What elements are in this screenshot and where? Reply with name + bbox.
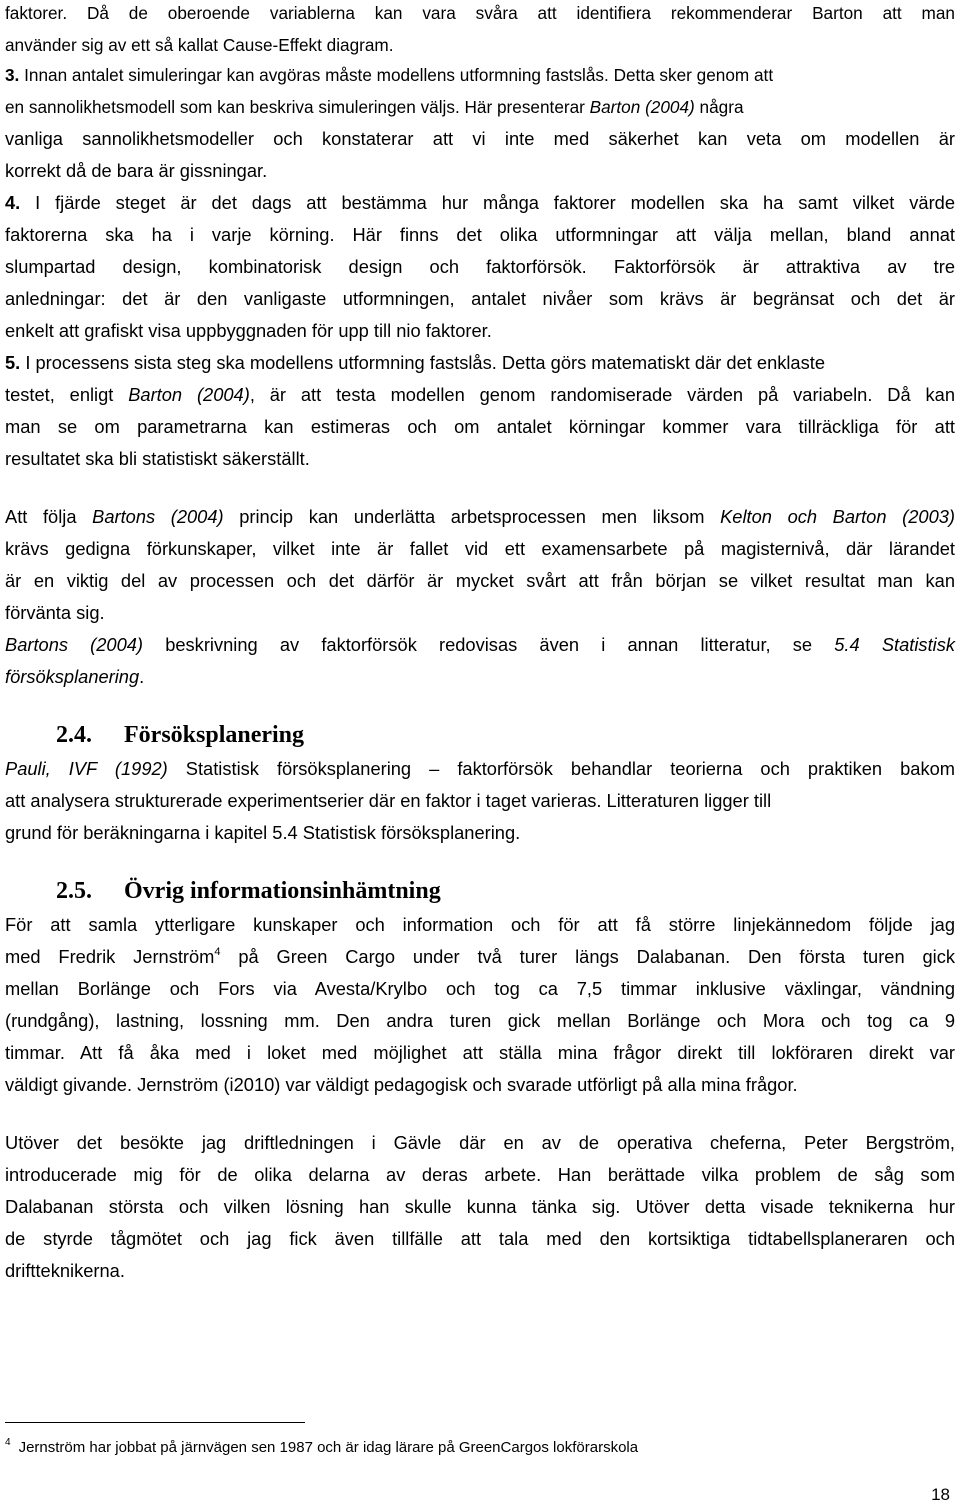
text-segment: faktorerna ska ha i varje körning. (5, 224, 353, 245)
text-line (5, 254, 955, 280)
text-line (5, 820, 955, 846)
text-line (5, 1008, 955, 1034)
text-segment: Dalabanan största och vilken lösning han skulle kunna tänka sig. Utöver detta visade teknikerna hur (5, 1196, 955, 1217)
citation: försöksplanering (5, 666, 140, 687)
text-segment: resultatet ska bli statistiskt säkerställt. (5, 448, 310, 469)
text-line (5, 1226, 955, 1252)
text-segment: Att följa (5, 506, 93, 527)
section-heading-2-5 (56, 876, 936, 906)
text-line (5, 158, 955, 184)
text-segment: några (694, 97, 744, 117)
text-line (5, 222, 955, 248)
text-line (5, 62, 955, 88)
text-segment: Utöver det besökte jag driftledningen i Gävle där en av de operativa cheferna, Peter Bergström, (5, 1132, 955, 1153)
text-segment: grund för beräkningarna i kapitel 5.4 Statistisk försöksplanering. (5, 822, 521, 843)
text-line (5, 318, 955, 344)
text-segment: väldigt givande. Jernström (i2010) var väldigt pedagogisk och svarade utförligt på alla mina frågor. (5, 1074, 798, 1095)
text-segment: slumpartad design, kombinatorisk design och faktorförsök. Faktorförsök är attraktiva av tre (5, 256, 955, 277)
list-number: 3. (5, 65, 20, 85)
text-segment: använder sig av ett så kallat Cause-Effekt diagram. (5, 35, 394, 55)
text-line (5, 568, 955, 594)
text-segment: För att samla ytterligare kunskaper och information och för att få större linjekännedom följde jag (5, 914, 955, 935)
list-number: 4. (5, 192, 21, 213)
text-segment: en sannolikhetsmodell som kan beskriva simuleringen väljs. (5, 97, 465, 117)
section-number: 2.5. (56, 878, 92, 904)
text-segment: vanliga sannolikhetsmodeller och konstaterar att vi inte med säkerhet kan veta om modellen är (5, 128, 955, 149)
section-heading-2-4 (56, 720, 936, 750)
text-segment: anledningar: det är den vanligaste utformningen, antalet nivåer som krävs är begränsat och det är (5, 288, 955, 309)
text-line (5, 976, 955, 1002)
text-segment: I fjärde steget är det dags att bestämma hur många faktorer modellen ska ha samt vilket värde (20, 192, 955, 213)
text-segment: introducerade mig för de olika delarna av deras arbete. Han berättade vilka problem de såg som (5, 1164, 955, 1185)
citation: Barton (2004) (128, 384, 250, 405)
text-line (5, 126, 955, 152)
text-line (5, 414, 955, 440)
text-line (5, 912, 955, 938)
text-segment: enkelt att grafiskt visa uppbyggnaden för upp till nio faktorer. (5, 320, 492, 341)
text-segment: på Green Cargo under två turer längs Dalabanan. Den första turen gick (220, 946, 955, 967)
text-segment: man se om parametrarna kan estimeras och om antalet körningar kommer vara tillräckliga för att (5, 416, 955, 437)
text-segment: Innan antalet simuleringar kan avgöras måste modellens utformning fastslås. Detta sker genom att (19, 65, 774, 85)
footnote-divider (5, 1422, 305, 1423)
text-line (5, 1194, 955, 1220)
text-line (5, 600, 955, 626)
text-line (5, 32, 955, 58)
section-number: 2.4. (56, 722, 92, 748)
section-title: Försöksplanering (124, 722, 305, 748)
text-segment: med Fredrik Jernström (5, 946, 215, 967)
text-segment: princip kan underlätta arbetsprocessen men liksom (223, 506, 721, 527)
citation: Bartons (2004) (92, 506, 224, 527)
text-line (5, 1162, 955, 1188)
text-line (5, 1130, 955, 1156)
text-line (5, 756, 955, 782)
text-line (5, 664, 955, 690)
text-segment: mellan Borlänge och Fors via Avesta/Krylbo och tog ca 7,5 timmar inklusive växlingar, vändning (5, 978, 955, 999)
text-line (5, 788, 955, 814)
text-line (5, 944, 955, 970)
text-segment: förvänta sig. (5, 602, 105, 623)
footnote-mark: 4 (5, 1437, 11, 1448)
text-line (5, 536, 955, 562)
citation: Kelton och Barton (2003) (720, 506, 955, 527)
text-segment: , är att testa modellen genom randomiserade värden på variabeln. Då kan (249, 384, 955, 405)
citation: Barton (2004) (589, 97, 695, 117)
footnote-reference: 4 (214, 946, 221, 958)
section-title: Övrig informationsinhämtning (124, 878, 441, 904)
text-segment: krävs gedigna förkunskaper, vilket inte är fallet vid ett examensarbete på magisternivå, där lärandet (5, 538, 955, 559)
list-number: 5. (5, 352, 21, 373)
text-segment: faktorer. Då de oberoende variablerna kan vara svåra att identifiera rekommenderar Barton att man (5, 3, 955, 23)
text-segment: testet, enligt (5, 384, 129, 405)
text-segment: (rundgång), lastning, lossning mm. Den andra turen gick mellan Borlänge och Mora och tog ca 9 (5, 1010, 955, 1031)
citation: Pauli, IVF (1992) (5, 758, 168, 779)
text-segment: timmar. Att få åka med i loket med möjlighet att ställa mina frågor direkt till lokföraren direkt var (5, 1042, 955, 1063)
text-line (5, 1258, 955, 1284)
text-line (5, 1040, 955, 1066)
text-line (5, 286, 955, 312)
text-line (5, 1072, 955, 1098)
text-segment: Här finns det olika utformningar att välja mellan, bland annat (352, 224, 955, 245)
text-line (5, 446, 955, 472)
text-segment: beskrivning av faktorförsök redovisas även i annan litteratur, se (143, 634, 835, 655)
text-line (5, 0, 955, 26)
text-line (5, 190, 955, 216)
text-segment: att analysera strukturerade experimentserier där en faktor i taget varieras. Litteraturen ligger till (5, 790, 772, 811)
text-segment: I processens sista steg ska modellens utformning fastslås. Detta görs matematiskt där det enklaste (20, 352, 825, 373)
text-line (5, 504, 955, 530)
text-line (5, 382, 955, 408)
citation: Bartons (2004) (5, 634, 144, 655)
text-line (5, 94, 955, 120)
text-line (5, 350, 955, 376)
footnote (5, 1438, 638, 1458)
text-segment: Statistisk försöksplanering – faktorförsök behandlar teorierna och praktiken bakom (167, 758, 955, 779)
text-segment: är en viktig del av processen och det därför är mycket svårt att från början se vilket resultat man kan (5, 570, 955, 591)
footnote-text: Jernström har jobbat på järnvägen sen 1987 och är idag lärare på GreenCargos lokförarskola (18, 1439, 639, 1456)
text-line (5, 632, 955, 658)
text-segment: Här presenterar (464, 97, 590, 117)
text-segment: korrekt då de bara är gissningar. (5, 160, 268, 181)
text-segment: de styrde tågmötet och jag fick även tillfälle att tala med den kortsiktiga tidtabellsplaneraren och (5, 1228, 955, 1249)
page-number: 18 (931, 1485, 950, 1504)
text-segment: . (139, 666, 145, 687)
text-segment: driftteknikerna. (5, 1260, 125, 1281)
citation: 5.4 Statistisk (834, 634, 955, 655)
